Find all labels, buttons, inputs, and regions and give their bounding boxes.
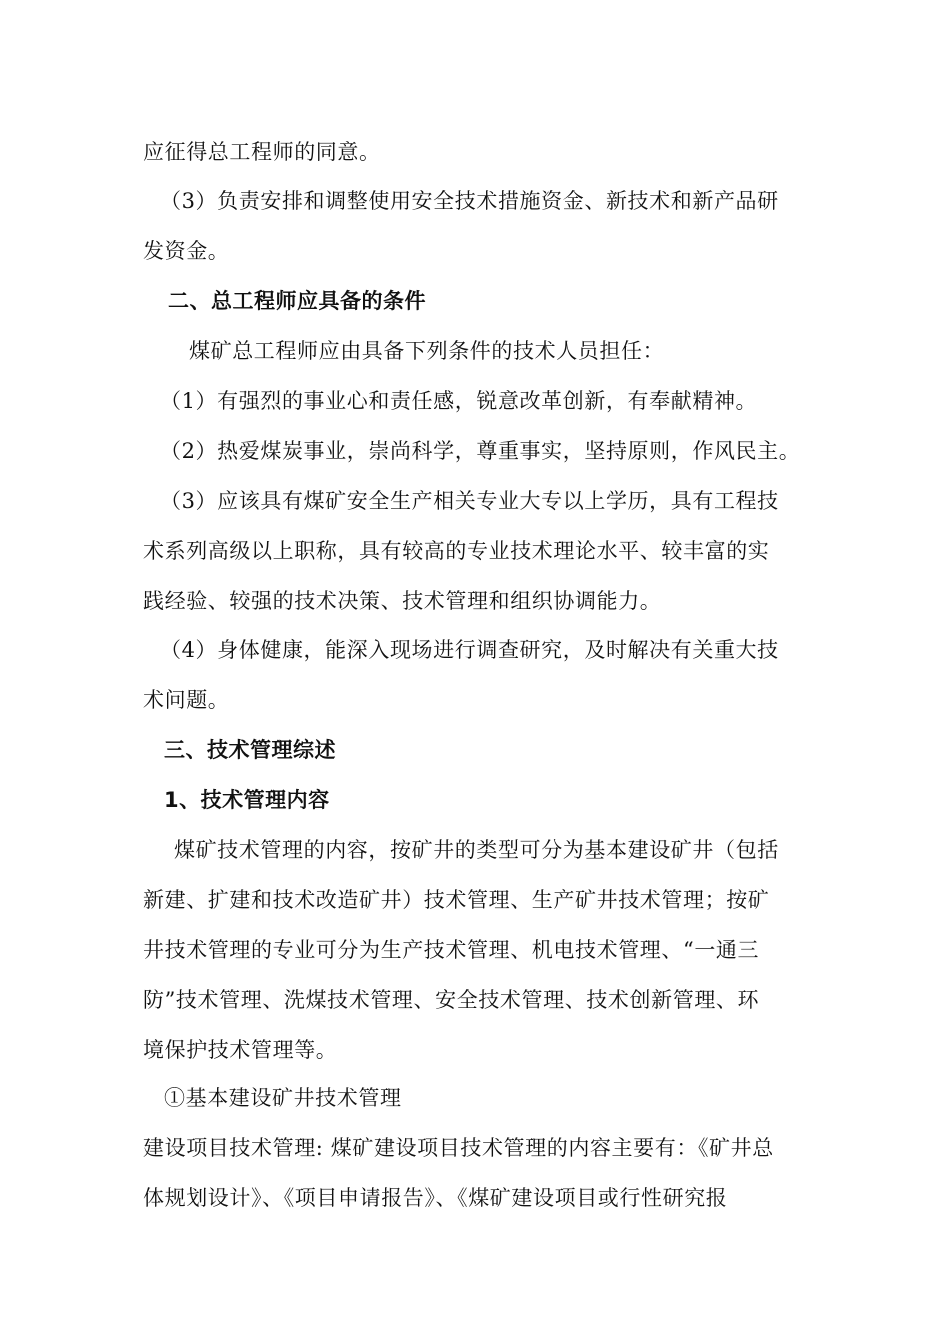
paragraph-line: 防”技术管理、洗煤技术管理、安全技术管理、技术创新管理、环 <box>143 988 760 1012</box>
condition-item-4-line-1: （4）身体健康，能深入现场进行调查研究，及时解决有关重大技 <box>160 638 779 662</box>
list-item-3-line-2: 发资金。 <box>143 239 230 263</box>
paragraph-line: 新建、扩建和技术改造矿井）技术管理、生产矿井技术管理；按矿 <box>143 888 770 912</box>
paragraph-line: 煤矿技术管理的内容，按矿井的类型可分为基本建设矿井（包括 <box>174 838 779 862</box>
condition-item-3-line-1: （3）应该具有煤矿安全生产相关专业大专以上学历，具有工程技 <box>160 489 779 513</box>
condition-item-3-line-2: 术系列高级以上职称，具有较高的专业技术理论水平、较丰富的实 <box>143 539 770 563</box>
paragraph-line: 井技术管理的专业可分为生产技术管理、机电技术管理、“一通三 <box>143 938 760 962</box>
paragraph-line: 体规划设计》、《项目申请报告》、《煤矿建设项目或行性研究报 <box>143 1186 728 1210</box>
subsection-heading-1: 1、技术管理内容 <box>164 788 330 812</box>
list-item-3-line-1: （3）负责安排和调整使用安全技术措施资金、新技术和新产品研 <box>160 189 779 213</box>
numbered-item-1: ①基本建设矿井技术管理 <box>164 1086 402 1110</box>
section-heading-2: 二、总工程师应具备的条件 <box>168 289 426 313</box>
condition-item-2: （2）热爱煤炭事业，崇尚科学，尊重事实，坚持原则，作风民主。 <box>160 439 801 463</box>
condition-item-4-line-2: 术问题。 <box>143 688 230 712</box>
paragraph-line: 建设项目技术管理: 煤矿建设项目技术管理的内容主要有：《矿井总 <box>143 1136 774 1160</box>
paragraph-line: 境保护技术管理等。 <box>143 1038 338 1062</box>
paragraph-intro: 煤矿总工程师应由具备下列条件的技术人员担任： <box>189 339 665 363</box>
condition-item-3-line-3: 践经验、较强的技术决策、技术管理和组织协调能力。 <box>143 589 662 613</box>
paragraph-line: 应征得总工程师的同意。 <box>143 140 381 164</box>
condition-item-1: （1）有强烈的事业心和责任感，锐意改革创新，有奉献精神。 <box>160 389 758 413</box>
section-heading-3: 三、技术管理综述 <box>164 738 336 762</box>
